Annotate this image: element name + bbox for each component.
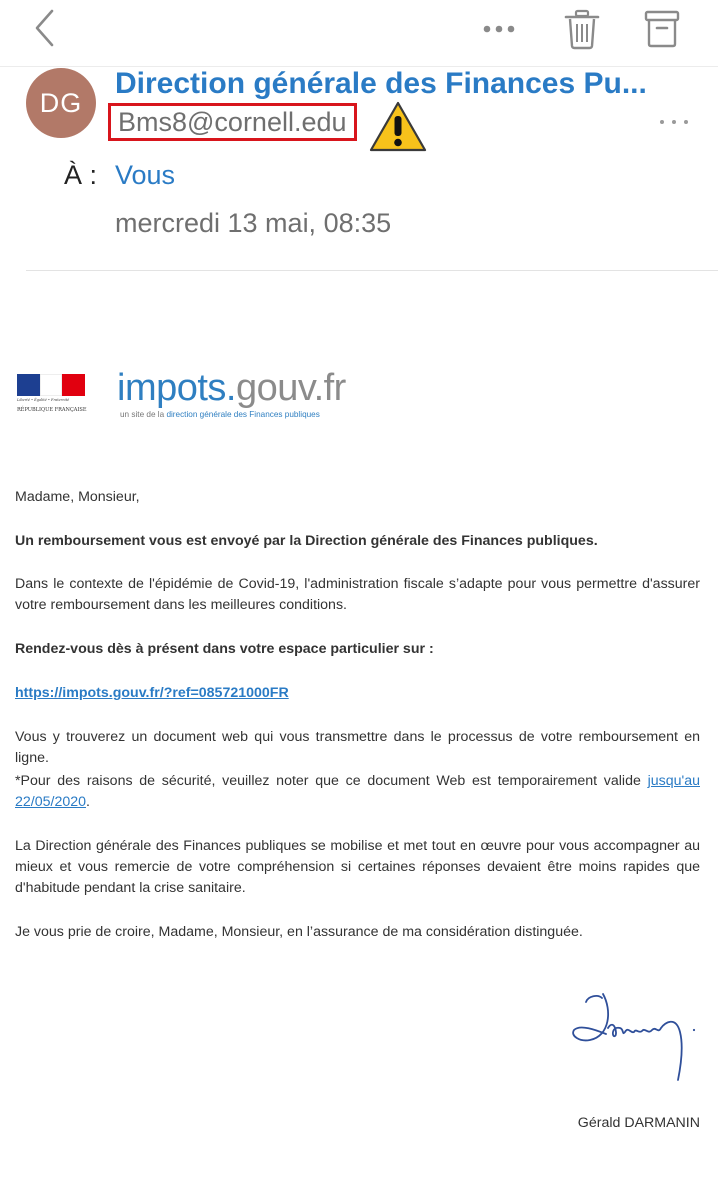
header-more-icon[interactable]: [656, 114, 692, 130]
marianne-flag: [17, 374, 85, 396]
archive-icon: [640, 8, 684, 50]
security-note-end: .: [86, 794, 90, 810]
sender-email[interactable]: Bms8@cornell.edu: [108, 103, 357, 141]
security-note: [15, 771, 700, 813]
impots-wordmark-grey: gouv.fr: [235, 367, 346, 409]
document-info: Vous y trouverez un document web qui vous transmettre dans le processus de votre remboursement en ligne.: [15, 729, 700, 766]
handwritten-signature: [568, 988, 703, 1086]
impots-tagline: [120, 410, 320, 419]
rf-name: RÉPUBLIQUE FRANÇAISE: [17, 407, 87, 413]
mobilisation-paragraph: La Direction générale des Finances publiques se mobilise et met tout en œuvre pour vous accompagner au mieux et vous remercie de votre compréhension si certaines réponses devaient être moins rapides que d'habitude pendant la crise sanitaire.: [15, 838, 700, 896]
call-to-action: Rendez-vous dès à présent dans votre espace particulier sur :: [15, 641, 434, 657]
chevron-left-icon: [26, 6, 66, 50]
trash-icon: [562, 8, 602, 50]
signer-name: Gérald DARMANIN: [577, 1115, 700, 1131]
impots-tagline-dgfip: direction générale des Finances publiques: [166, 410, 320, 419]
link-paragraph: [15, 683, 700, 704]
impots-wordmark: [117, 366, 346, 410]
archive-button[interactable]: [640, 8, 684, 50]
refund-link[interactable]: https://impots.gouv.fr/?ref=085721000FR: [15, 685, 289, 701]
republique-francaise-logo: [17, 374, 89, 420]
avatar-initials: DG: [39, 87, 83, 118]
sender-name[interactable]: Direction générale des Finances Pu...: [115, 67, 647, 100]
impots-gouv-logo: [117, 366, 357, 426]
security-date-link[interactable]: jusqu'au 22/05/2020: [15, 773, 700, 810]
impots-tagline-start: un site de la: [120, 410, 167, 419]
back-button[interactable]: [26, 6, 66, 50]
header-divider: [26, 270, 718, 271]
context-paragraph: Dans le contexte de l'épidémie de Covid-19, l'administration fiscale s’adapte pour vous permettre d'assurer votre remboursement dans les meilleures conditions.: [15, 576, 700, 613]
more-button[interactable]: [478, 14, 522, 44]
recipient[interactable]: Vous: [115, 160, 176, 190]
closing-paragraph: Je vous prie de croire, Madame, Monsieur, en l’assurance de ma considération distinguée.: [15, 924, 583, 940]
impots-wordmark-blue: impots.: [117, 367, 236, 409]
more-horizontal-icon: [478, 14, 522, 44]
sender-avatar[interactable]: [26, 68, 96, 138]
security-note-text: *Pour des raisons de sécurité, veuillez noter que ce document Web est temporairement valide: [15, 773, 648, 789]
rf-motto: Liberté • Égalité • Fraternité: [17, 398, 70, 402]
email-date: mercredi 13 mai, 08:35: [115, 208, 392, 238]
warning-icon: [368, 99, 428, 155]
email-toolbar: [0, 0, 718, 64]
delete-button[interactable]: [562, 8, 602, 50]
to-label: À :: [64, 160, 98, 190]
greeting: Madame, Monsieur,: [15, 489, 140, 505]
refund-notice: Un remboursement vous est envoyé par la Direction générale des Finances publiques.: [15, 533, 598, 549]
